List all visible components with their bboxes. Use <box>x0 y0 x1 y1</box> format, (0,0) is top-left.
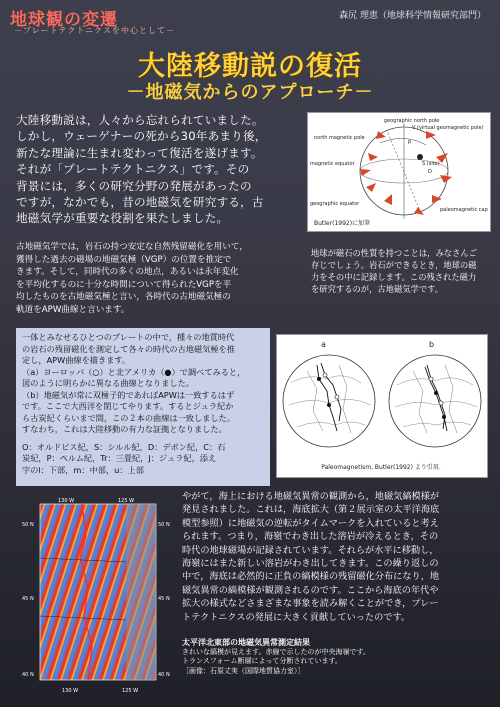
lat-label: 50 N <box>22 522 34 528</box>
caption-line: トランスフォーム断層によって分断されています。 <box>182 657 342 666</box>
para2-line: を平均化するのに十分な時間について得られたVGPを平 <box>16 279 232 290</box>
apw-line: 定し，APW曲線を描きます。 <box>22 355 131 365</box>
paleomagnetic-cap <box>380 138 426 145</box>
site-label: S (site) <box>422 161 440 167</box>
mequator-label: magnetic equator <box>310 161 355 167</box>
para3-line: 拡大の様式などさまざまな事象を読み解くことができ，プレー <box>182 598 439 610</box>
apw-line: 炭紀，P：ペルム紀，Tr：三畳紀，J：ジュラ紀，添え <box>22 453 217 463</box>
lon-label: 125 W <box>122 688 139 694</box>
para2-line: 古地磁気学では，岩石の持つ安定な自然残留磁化を用いて， <box>16 242 248 252</box>
para3-line: 時代の地球磁場が記録されています。それらが水平に移動し， <box>182 544 439 556</box>
map-a <box>283 355 375 447</box>
sublat-label: p <box>408 139 412 145</box>
lat-label: 45 N <box>158 596 170 602</box>
apw-line: （b）地磁気が常に双極子的であればAPWは一致するはず <box>22 389 235 400</box>
map-b <box>389 355 481 447</box>
intro-line: しかし，ウェーゲナーの死から30年あまり後， <box>16 129 267 144</box>
gequator-label: geographic equator <box>310 201 360 207</box>
lon-label: 130 W <box>58 498 75 504</box>
lon-label: 125 W <box>118 498 135 504</box>
author: 森尻 理恵（地球科学情報研究部門） <box>339 11 486 21</box>
apw-line: 図のように明らかに異なる曲線となりました。 <box>22 378 194 388</box>
declination-label: D <box>428 169 432 175</box>
cap-label: paleomagnetic cap <box>440 207 488 213</box>
apw-line: すなわち，これは大陸移動の有力な証拠となりました。 <box>22 424 227 434</box>
apw-maps-figure <box>276 334 488 478</box>
para3-line: トテクトニクスの発展に大きく貢献していったのです。 <box>182 611 411 623</box>
para3-line: 発見されました。これは，海底拡大（第２展示室の太平洋海底 <box>182 504 440 516</box>
para3-line: やがて，海上における地磁気異常の観測から，地磁気縞模様が <box>182 491 440 502</box>
caption-line: 存じでしょう。岩石ができるとき，地球の磁 <box>311 260 477 270</box>
series-title: 地球観の変遷 <box>10 10 118 30</box>
apw-line: ら古炭紀くらいまで間，この２本の曲線は一致しました。 <box>22 412 235 423</box>
para3-line: られます。つまり，海嶺でわき出した溶岩が冷えるとき，その <box>182 531 439 543</box>
intro-line: 新たな理論に生まれ変わって復活を遂げます。 <box>16 145 263 160</box>
lat-label: 40 N <box>22 672 34 678</box>
apw-line: O：オルドビス紀，S：シルル紀，D：デボン紀，C：石 <box>22 441 226 452</box>
intro-paragraph <box>16 112 302 227</box>
apw-line: 字のl：下部，m：中部，u：上部 <box>22 464 144 475</box>
apw-line: （a）ヨーロッパ（○）と北アメリカ（●）で調べてみると， <box>22 366 246 377</box>
vgp-label: V (virtual geomagnetic pole) <box>412 125 484 131</box>
maps-caption: Paleomagnetism, Butler(1992) より引用. <box>321 464 441 471</box>
apw-line: の岩石の残留磁化を測定して各々の時代の古地磁気極を推 <box>22 343 235 354</box>
intro-line: それが「プレートテクトニクス」です。その <box>16 162 250 177</box>
gpole-label: geographic north pole <box>384 118 440 124</box>
intro-line: ですが，なかでも，昔の地磁気を研究する，古 <box>16 195 264 210</box>
map-a-label: a <box>321 340 326 349</box>
seafloor-spreading-paragraph <box>182 490 486 624</box>
para2-line: きます。そして，同時代の多くの地点，あるいは永年変化 <box>16 267 239 278</box>
pole-diagram <box>308 113 490 231</box>
npole-label: north magnetic pole <box>314 135 365 141</box>
site-marker <box>417 154 423 160</box>
para3-line: 模型参照）に地磁気の逆転がタイムマークを入れていると考え <box>182 517 439 529</box>
caption-line: を研究するのが，古地磁気学です。 <box>311 284 444 294</box>
lon-label: 130 W <box>62 688 79 694</box>
caption-line: きれいな縞模が見えます。赤線で示したのが中央海嶺です。 <box>182 647 370 656</box>
para2-line: 獲得した過去の磁場の地磁気極（VGP）の位置を推定で <box>16 254 232 265</box>
paleomagnetic-pole-figure <box>307 112 491 232</box>
caption-title: 太平洋北東部の地磁気異常測定結果 <box>182 638 310 647</box>
intro-line: 大陸移動説は，人々から忘れられていました。 <box>16 113 264 127</box>
caption-line: 力をその中に記録します。この残された磁力 <box>311 272 477 282</box>
page-subtitle: －地磁気からのアプローチ－ <box>126 82 374 103</box>
apw-line: 一体とみなせるひとつのプレートの中で，種々の地質時代 <box>22 332 235 342</box>
magnetic-anomaly-map <box>22 496 172 694</box>
lat-label: 40 N <box>158 672 170 678</box>
caption-line: ［画像：石原丈実（国際地質協力室）］ <box>182 666 305 675</box>
map-b-label: b <box>429 340 435 349</box>
page-title: 大陸移動説の復活 <box>138 51 362 82</box>
anomaly-map-caption <box>182 638 402 676</box>
paleomagnetism-paragraph <box>16 241 298 317</box>
lat-label: 50 N <box>158 522 170 528</box>
series-subtitle: －プレートテクトニクスを中心として－ <box>14 26 175 35</box>
caption-line: 地球が磁石の性質を持つことは，みなさんご <box>311 248 477 258</box>
apw-explanation-text <box>22 332 268 476</box>
para3-line: 中で，海底は必然的に正負の縞模様の残留磁化分布になり，地 <box>182 571 440 583</box>
figure-credit: Butler(1992)に加筆 <box>314 220 371 227</box>
continent-shelf <box>126 504 156 680</box>
intro-line: 背景には，多くの研究分野の発展があったの <box>16 178 252 193</box>
para3-line: 磁気異常の縞模様が観測されるのです。ここから海底の年代や <box>182 584 439 596</box>
para2-line: 軌道をAPW曲線と言います。 <box>16 304 130 315</box>
para2-line: 均したものを古地磁気極と言い，各時代の古地磁気極の <box>16 292 231 303</box>
intro-line: 地磁気学が重要な役割を果たしました。 <box>16 211 229 226</box>
para3-line: 海嶺にはまた新しい溶岩がわき出してきます。この繰り返しの <box>182 558 439 570</box>
anomaly-stripes <box>22 496 172 694</box>
lat-label: 45 N <box>22 596 34 602</box>
magnetism-caption <box>311 247 489 295</box>
apw-line: です。ここで大西洋を閉じてやります。するとジュラ紀か <box>22 401 234 411</box>
apw-maps <box>277 335 487 461</box>
